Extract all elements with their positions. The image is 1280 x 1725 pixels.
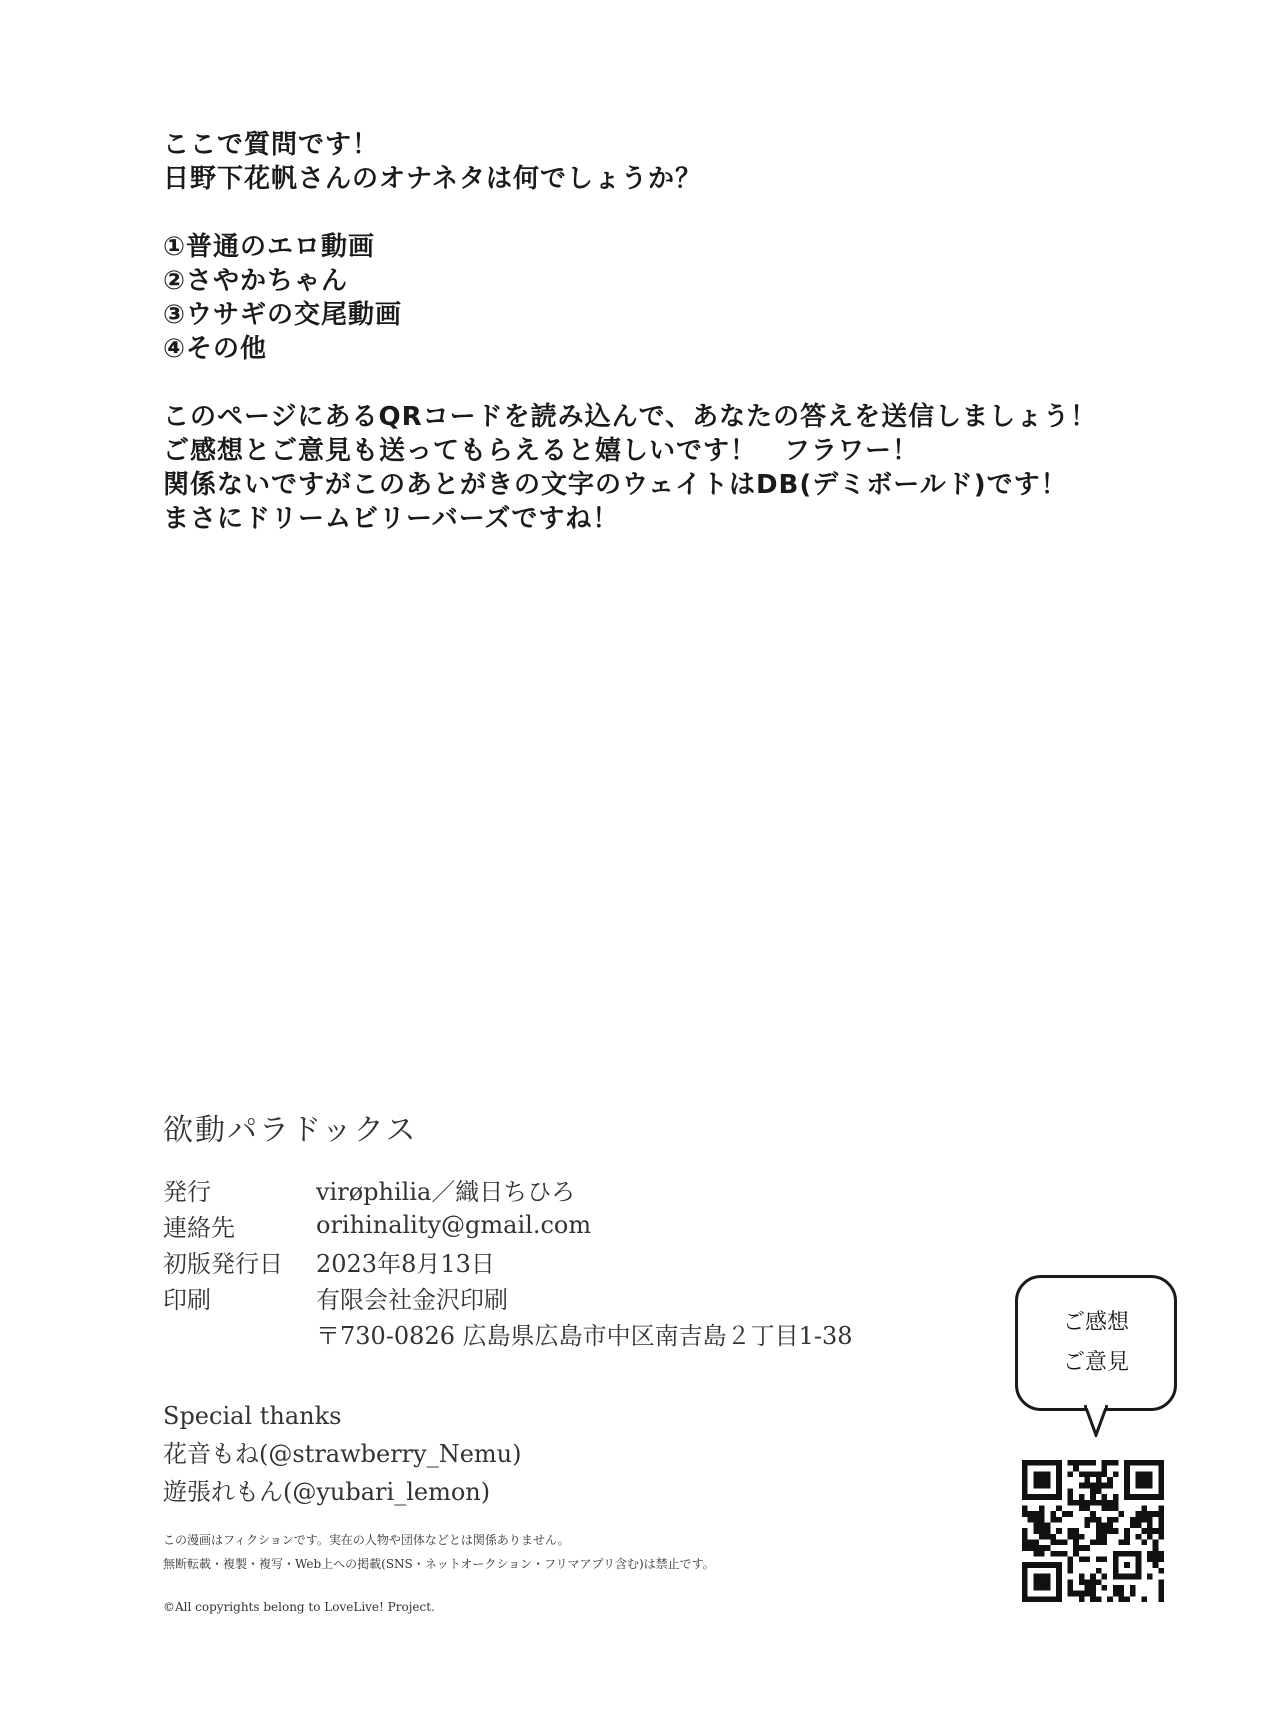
bubble-line-2: ご意見: [1062, 1350, 1129, 1375]
question-line-2: 日野下花帆さんのオナネタは何でしょうか？: [163, 164, 702, 194]
colophon-value: 〒730-0826 広島県広島市中区南吉島２丁目1-38: [316, 1321, 853, 1350]
question-line-1: ここで質問です！: [163, 130, 380, 160]
colophon-key: 連絡先: [163, 1213, 235, 1242]
book-title: 欲動パラドックス: [163, 1113, 418, 1148]
thanks-heading: Special thanks: [163, 1402, 342, 1430]
colophon-key: 発行: [163, 1177, 211, 1206]
colophon: [163, 1105, 853, 1351]
colophon-value: 有限会社金沢印刷: [316, 1285, 508, 1314]
colophon-row-printer: [163, 1279, 853, 1315]
option-2: ②さやかちゃん: [163, 266, 349, 296]
colophon-key: 印刷: [163, 1285, 211, 1314]
paragraph-2: ご感想とご意見も送ってもらえると嬉しいです！ フラワー！: [163, 436, 920, 466]
option-4: ④その他: [163, 334, 268, 364]
thanks-name: 遊張れもん(@yubari_lemon): [163, 1478, 491, 1506]
contact-email-link[interactable]: orihinality@gmail.com: [316, 1211, 592, 1239]
colophon-row-contact: [163, 1207, 853, 1243]
colophon-row-date: [163, 1243, 853, 1279]
special-thanks: [163, 1397, 522, 1511]
thanks-name: 花音もね(@strawberry_Nemu): [163, 1440, 522, 1468]
option-1: ①普通のエロ動画: [163, 232, 376, 262]
option-3: ③ウサギの交尾動画: [163, 300, 403, 330]
speech-bubble-tail-icon: [1084, 1405, 1108, 1437]
paragraph-4: まさにドリームビリーバーズですね！: [163, 504, 620, 534]
qr-code-icon[interactable]: [1022, 1460, 1164, 1602]
colophon-value: 2023年8月13日: [316, 1249, 495, 1278]
colophon-key: [163, 1315, 316, 1351]
feedback-speech-bubble: [1015, 1275, 1177, 1411]
paragraph-1: このページにあるQRコードを読み込んで、あなたの答えを送信しましょう！: [163, 402, 1098, 432]
copyright-line: ©All copyrights belong to LoveLive! Project.: [163, 1600, 435, 1614]
afterword-text: [163, 128, 1163, 536]
copy-prohibition-note: 無断転載・複製・複写・Web上への掲載(SNS・ネットオークション・フリマアプリ含む)は禁止です。: [163, 1557, 715, 1571]
colophon-key: 初版発行日: [163, 1249, 283, 1278]
fiction-note: この漫画はフィクションです。実在の人物や団体などとは関係ありません。: [163, 1533, 570, 1547]
bubble-line-1: ご感想: [1062, 1310, 1129, 1335]
colophon-value: virøphilia／織日ちひろ: [316, 1177, 576, 1206]
paragraph-3: 関係ないですがこのあとがきの文字のウェイトはDB(デミボールド)です！: [163, 470, 1068, 500]
colophon-table: [163, 1171, 853, 1351]
colophon-row-address: [163, 1315, 853, 1351]
disclaimer-notes: [163, 1528, 715, 1576]
colophon-row-publisher: [163, 1171, 853, 1207]
